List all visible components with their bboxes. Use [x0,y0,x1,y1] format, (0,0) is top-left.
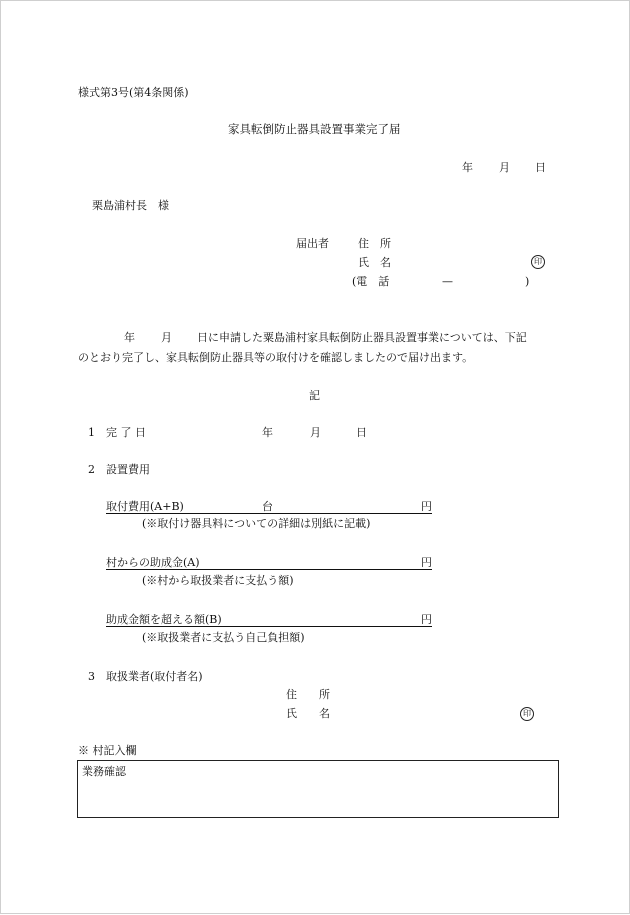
excess-underline [106,626,432,627]
date-month: 月 [499,161,510,174]
village-section-header: ※ 村記入欄 [78,744,137,757]
subsidy-label: 村からの助成金(A) [106,556,200,569]
applicant-phone-close: ) [525,275,530,288]
cost-total-underline [106,513,432,514]
applicant-address-label: 住 所 [358,237,391,250]
item1-month: 月 [310,426,321,439]
excess-label: 助成金額を超える額(B) [106,613,222,626]
village-box-label: 業務確認 [82,765,126,778]
contractor-name-label: 氏 名 [286,707,330,720]
body-month: 月 [161,331,172,344]
applicant-name-label: 氏 名 [358,256,391,269]
date-day: 日 [535,161,546,174]
contractor-address-label: 住 所 [286,688,330,701]
item1-label: 完 了 日 [106,426,146,439]
cost-total-yen: 円 [421,500,432,513]
item1-year: 年 [262,426,273,439]
item2-number: 2 [88,463,95,476]
applicant-phone-open: (電 話 [352,275,390,288]
document-title: 家具転倒防止器具設置事業完了届 [228,122,401,136]
subsidy-yen: 円 [421,556,432,569]
subsidy-underline [106,569,432,570]
excess-note: (※取扱業者に支払う自己負担額) [142,631,305,644]
item3-number: 3 [88,670,95,683]
contractor-seal-icon: 印 [520,707,534,721]
applicant-label: 届出者 [296,237,329,250]
ki-heading: 記 [309,389,320,402]
form-number: 様式第3号(第4条関係) [78,86,189,99]
cost-total-unit-count: 台 [262,500,273,513]
body-line1-rest: 日に申請した粟島浦村家具転倒防止器具設置事業については、下記 [197,331,527,344]
addressee: 栗島浦村長 様 [92,199,169,212]
applicant-phone-dash: — [442,275,453,288]
date-year: 年 [462,161,473,174]
body-line2: のとおり完了し、家具転倒防止器具等の取付けを確認しましたので届け出ます。 [78,351,474,364]
excess-yen: 円 [421,613,432,626]
village-entry-box [77,760,559,818]
item3-label: 取扱業者(取付者名) [106,670,203,683]
item1-day: 日 [356,426,367,439]
subsidy-note: (※村から取扱業者に支払う額) [142,574,294,587]
body-year: 年 [124,331,135,344]
applicant-seal-icon: 印 [531,255,545,269]
cost-total-label: 取付費用(A+B) [106,500,184,513]
item1-number: 1 [88,426,95,439]
item2-label: 設置費用 [106,463,150,476]
cost-total-note: (※取付け器具料についての詳細は別紙に記載) [142,517,371,530]
